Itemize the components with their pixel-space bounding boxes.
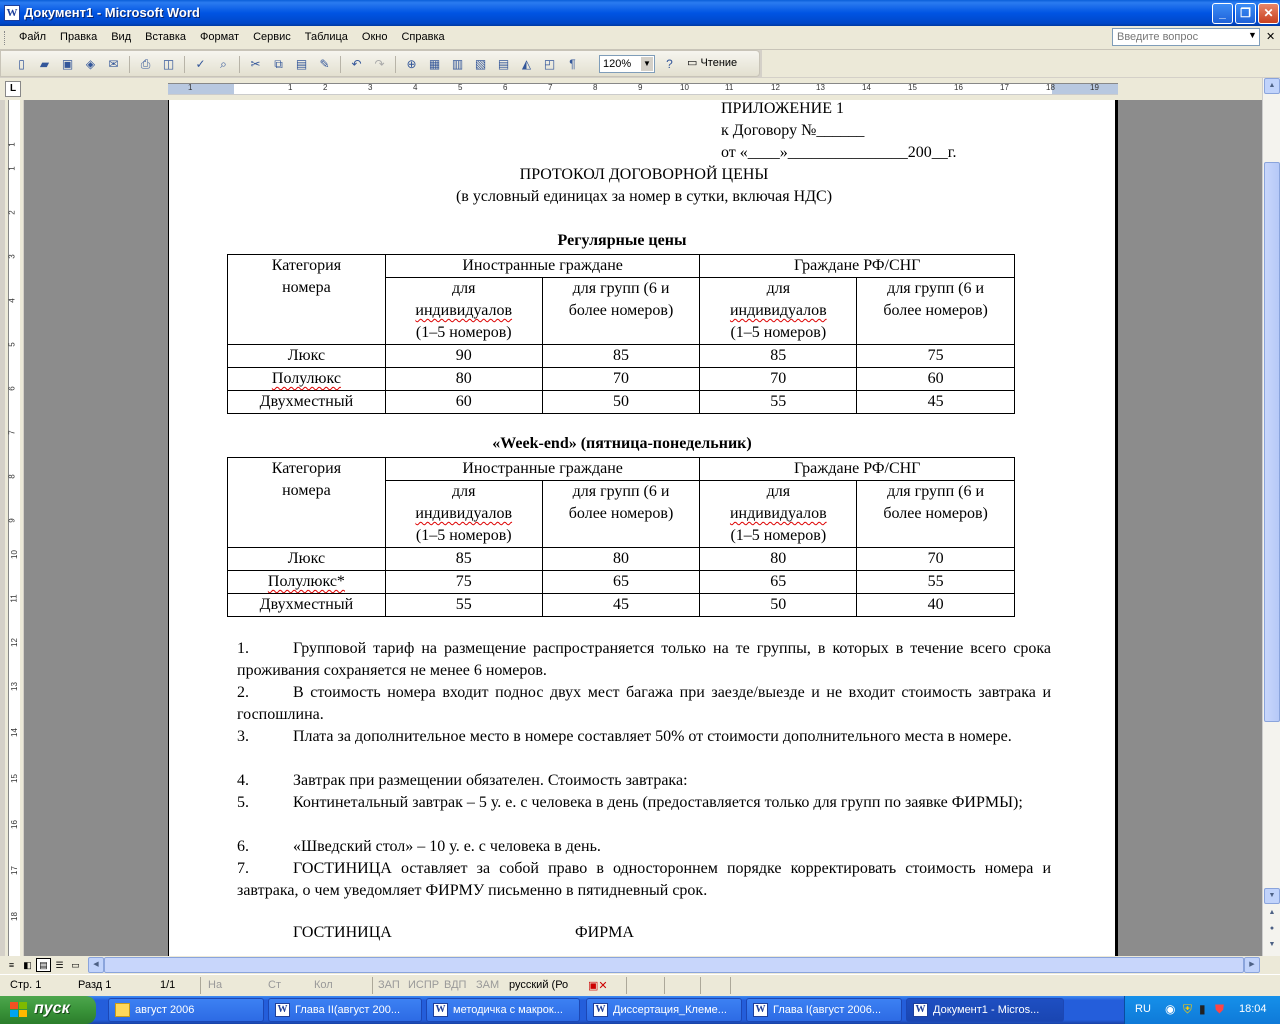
table-row bbox=[228, 368, 1015, 391]
document-map-icon[interactable]: ◰ bbox=[543, 57, 556, 71]
ruler-label: 14 bbox=[9, 728, 19, 737]
taskbar-item-label: методичка с макрок... bbox=[453, 1004, 563, 1016]
document-close-icon[interactable]: ✕ bbox=[1266, 31, 1276, 43]
horizontal-ruler-area bbox=[0, 78, 1280, 100]
ruler-label: 4 bbox=[413, 83, 418, 92]
price-cell: 90 bbox=[385, 345, 542, 368]
row-category: Двухместный bbox=[228, 391, 386, 414]
row-category: Двухместный bbox=[228, 594, 386, 617]
ruler-label: 9 bbox=[638, 83, 643, 92]
window-title: Документ1 - Microsoft Word bbox=[24, 5, 200, 20]
word-app-icon[interactable]: W bbox=[4, 5, 20, 21]
annex-line-1: ПРИЛОЖЕНИЕ 1 bbox=[721, 100, 845, 117]
table-row bbox=[228, 548, 1015, 571]
row-category: Полулюкс bbox=[228, 368, 386, 391]
ruler-label: 3 bbox=[7, 254, 17, 259]
ruler-label: 17 bbox=[1000, 83, 1009, 92]
chevron-down-icon[interactable]: ▼ bbox=[1248, 30, 1257, 40]
row-category: Люкс bbox=[228, 548, 386, 571]
ruler-label: 13 bbox=[816, 83, 825, 92]
toolbar-empty-area bbox=[762, 50, 1280, 77]
horizontal-ruler[interactable] bbox=[168, 83, 1118, 95]
help-icon[interactable]: ? bbox=[666, 57, 673, 71]
status-track[interactable]: ИСПР bbox=[408, 979, 440, 991]
permission-icon[interactable]: ◈ bbox=[85, 57, 96, 71]
ruler-label: 8 bbox=[7, 474, 17, 479]
menu-insert[interactable]: Вставка bbox=[145, 31, 187, 43]
menu-format[interactable]: Формат bbox=[200, 31, 240, 43]
ruler-label: 12 bbox=[9, 638, 19, 647]
ruler-label: 15 bbox=[9, 774, 19, 783]
annex-line-2: к Договору №______ bbox=[721, 122, 865, 139]
ruler-label: 7 bbox=[548, 83, 553, 92]
ruler-label: 11 bbox=[9, 594, 19, 603]
ruler-label: 6 bbox=[503, 83, 508, 92]
drawing-icon[interactable]: ◭ bbox=[521, 57, 532, 71]
horizontal-scroll-area bbox=[0, 956, 1280, 974]
table-row bbox=[228, 571, 1015, 594]
vertical-ruler[interactable] bbox=[8, 100, 20, 956]
header-rf: Граждане РФ/СНГ bbox=[700, 458, 1015, 481]
protocol-subtitle: (в условный единицах за номер в сутки, включая НДС) bbox=[455, 188, 833, 205]
ruler-label: 15 bbox=[908, 83, 917, 92]
status-record[interactable]: ЗАП bbox=[378, 979, 400, 991]
undo-icon[interactable]: ↶ bbox=[351, 57, 362, 71]
taskbar-item-doc[interactable] bbox=[426, 998, 580, 1022]
horizontal-scrollbar[interactable] bbox=[88, 957, 1260, 973]
ruler-label: 14 bbox=[862, 83, 871, 92]
show-formatting-icon[interactable]: ¶ bbox=[569, 57, 576, 71]
app-tray-icon[interactable]: ▮ bbox=[1199, 1002, 1206, 1016]
annex-line-3: от «____»_______________200__г. bbox=[721, 144, 957, 161]
price-cell: 55 bbox=[700, 391, 857, 414]
vertical-scrollbar[interactable] bbox=[1262, 78, 1280, 956]
spelling-icon[interactable]: ✓ bbox=[195, 57, 206, 71]
print-layout-view-icon[interactable]: ▤ bbox=[36, 958, 51, 972]
subheader-individual: для индивидуалов (1–5 номеров) bbox=[385, 278, 542, 345]
document-page[interactable] bbox=[168, 100, 1118, 956]
price-cell: 60 bbox=[385, 391, 542, 414]
subheader-individual: для индивидуалов (1–5 номеров) bbox=[700, 278, 857, 345]
word-doc-icon: W bbox=[275, 1003, 290, 1017]
maximize-button[interactable]: ❐ bbox=[1235, 3, 1256, 24]
note-item: 3. Плата за дополнительное место в номере составляет 50% от стоимости дополнительного места в номере. bbox=[237, 728, 1012, 745]
close-button[interactable]: ✕ bbox=[1258, 3, 1279, 24]
row-category: Полулюкс* bbox=[228, 571, 386, 594]
paste-icon[interactable]: ▤ bbox=[295, 57, 308, 71]
taskbar-item-label: Глава I(август 2006... bbox=[773, 1004, 882, 1016]
signature-firm: ФИРМА bbox=[575, 924, 634, 941]
tab-selector-icon[interactable]: L bbox=[5, 81, 21, 97]
normal-view-icon[interactable]: ≡ bbox=[8, 960, 15, 970]
word-doc-icon: W bbox=[753, 1003, 768, 1017]
price-cell: 80 bbox=[700, 548, 857, 571]
taskbar-item-doc[interactable] bbox=[586, 998, 742, 1022]
hyperlink-icon[interactable]: ⊕ bbox=[406, 57, 417, 71]
antivirus-icon[interactable]: ⛊ bbox=[1215, 1002, 1225, 1016]
price-cell: 50 bbox=[700, 594, 857, 617]
ruler-margin-right bbox=[1052, 84, 1118, 94]
table2-caption: «Week-end» (пятница-понедельник) bbox=[492, 435, 752, 452]
ruler-label: 1 bbox=[188, 83, 193, 92]
ruler-label: 2 bbox=[323, 83, 328, 92]
price-cell: 75 bbox=[857, 345, 1015, 368]
reading-layout-button[interactable] bbox=[687, 56, 737, 69]
browse-object-icon[interactable]: ● bbox=[1269, 925, 1275, 932]
ruler-label: 19 bbox=[1090, 83, 1099, 92]
status-page: Стр. 1 bbox=[10, 979, 42, 991]
ruler-label: 5 bbox=[7, 342, 17, 347]
zoom-value: 120% bbox=[603, 58, 632, 70]
spelling-status-icon[interactable]: ▣✕ bbox=[588, 980, 608, 992]
table1-caption: Регулярные цены bbox=[557, 232, 687, 249]
taskbar-item-label: август 2006 bbox=[135, 1004, 195, 1016]
price-cell: 80 bbox=[542, 548, 700, 571]
status-at: На bbox=[208, 979, 223, 991]
note-item: 1. Групповой тариф на размещение распространяется только на те группы, в которых в течение всего срока проживания сохраняется не менее 6 номеров. bbox=[237, 640, 1051, 679]
price-cell: 45 bbox=[542, 594, 700, 617]
note-item: 7. ГОСТИНИЦА оставляет за собой право в одностороннем порядке корректировать стоимость номера и завтрака, о чем уведомляет ФИРМУ письменно в пятидневный срок. bbox=[237, 860, 1051, 899]
menu-table[interactable]: Таблица bbox=[304, 31, 348, 43]
columns-icon[interactable]: ▤ bbox=[497, 57, 510, 71]
menu-grip[interactable] bbox=[4, 31, 7, 45]
horizontal-scroll-thumb[interactable] bbox=[104, 957, 1244, 973]
ruler-label: 11 bbox=[725, 83, 734, 92]
research-icon[interactable]: ⌕ bbox=[220, 57, 227, 71]
table-row bbox=[228, 391, 1015, 414]
new-document-icon[interactable]: ▯ bbox=[18, 57, 25, 71]
network-icon[interactable]: ◉ bbox=[1165, 1002, 1176, 1016]
ruler-label: 17 bbox=[9, 866, 19, 875]
copy-icon[interactable]: ⧉ bbox=[274, 57, 283, 71]
ruler-label: 1 bbox=[288, 83, 293, 92]
standard-toolbar bbox=[0, 50, 760, 77]
menu-view[interactable]: Вид bbox=[111, 31, 132, 43]
menu-file[interactable]: Файл bbox=[19, 31, 47, 43]
note-item: 6. «Шведский стол» – 10 у. е. с человека в день. bbox=[237, 838, 601, 855]
book-icon: ▭ bbox=[687, 57, 698, 69]
vertical-ruler-area bbox=[5, 100, 23, 956]
header-foreign: Иностранные граждане bbox=[385, 255, 700, 278]
header-foreign: Иностранные граждане bbox=[385, 458, 700, 481]
taskbar-item-label: Документ1 - Micros... bbox=[933, 1004, 1040, 1016]
folder-icon bbox=[115, 1003, 130, 1017]
price-cell: 70 bbox=[542, 368, 700, 391]
insert-table-icon[interactable]: ▥ bbox=[451, 57, 464, 71]
price-cell: 50 bbox=[542, 391, 700, 414]
ruler-label: 1 bbox=[7, 166, 17, 171]
status-extend[interactable]: ВДП bbox=[444, 979, 467, 991]
tables-borders-icon[interactable]: ▦ bbox=[428, 57, 441, 71]
cut-icon[interactable]: ✂ bbox=[250, 57, 261, 71]
subheader-individual: для индивидуалов (1–5 номеров) bbox=[700, 481, 857, 548]
price-cell: 75 bbox=[385, 571, 542, 594]
status-line: Ст bbox=[268, 979, 281, 991]
ruler-margin-left bbox=[168, 84, 234, 94]
outline-view-icon[interactable]: ☰ bbox=[55, 960, 64, 970]
chevron-down-icon[interactable]: ▼ bbox=[641, 57, 653, 71]
open-folder-icon[interactable]: ▰ bbox=[39, 57, 50, 71]
security-icon[interactable]: ⛨ bbox=[1183, 1002, 1193, 1016]
ruler-label: 18 bbox=[1046, 83, 1055, 92]
status-pages: 1/1 bbox=[160, 979, 176, 991]
word-doc-icon: W bbox=[433, 1003, 448, 1017]
header-rf: Граждане РФ/СНГ bbox=[700, 255, 1015, 278]
taskbar-item-doc[interactable] bbox=[268, 998, 422, 1022]
taskbar-item-doc[interactable] bbox=[746, 998, 902, 1022]
reading-view-icon[interactable]: ▭ bbox=[71, 960, 80, 970]
zoom-select[interactable] bbox=[599, 55, 655, 73]
note-item: 4. Завтрак при размещении обязателен. Стоимость завтрака: bbox=[237, 772, 688, 789]
ruler-label: 10 bbox=[680, 83, 689, 92]
ruler-label: 3 bbox=[368, 83, 373, 92]
price-cell: 55 bbox=[857, 571, 1015, 594]
taskbar-item-label: Глава II(август 200... bbox=[295, 1004, 401, 1016]
header-category: Категория номера bbox=[228, 255, 386, 345]
protocol-title: ПРОТОКОЛ ДОГОВОРНОЙ ЦЕНЫ bbox=[519, 166, 769, 183]
previous-page-icon[interactable]: ▲ bbox=[1268, 909, 1276, 916]
scroll-right-icon[interactable]: ▶ bbox=[1244, 957, 1260, 973]
menu-bar bbox=[0, 26, 1280, 50]
ruler-label: 10 bbox=[9, 550, 19, 559]
status-bar bbox=[0, 974, 1280, 996]
price-cell: 65 bbox=[542, 571, 700, 594]
redo-icon[interactable]: ↷ bbox=[374, 57, 385, 71]
taskbar-item-active-doc[interactable] bbox=[906, 998, 1064, 1022]
ruler-label: 5 bbox=[458, 83, 463, 92]
taskbar-item-label: Диссертация_Клеме... bbox=[613, 1004, 727, 1016]
price-cell: 55 bbox=[385, 594, 542, 617]
subheader-group: для групп (6 и более номеров) bbox=[542, 481, 700, 548]
price-cell: 40 bbox=[857, 594, 1015, 617]
ruler-label: 1 bbox=[7, 142, 17, 147]
print-preview-icon[interactable]: ◫ bbox=[162, 57, 175, 71]
price-cell: 85 bbox=[700, 345, 857, 368]
ruler-label: 12 bbox=[771, 83, 780, 92]
price-cell: 60 bbox=[857, 368, 1015, 391]
weekend-prices-table bbox=[227, 457, 1015, 617]
ruler-label: 2 bbox=[7, 210, 17, 215]
note-item: 2. В стоимость номера входит поднос двух мест багажа при заезде/выезде и не входит стоимость завтрака и госпошлина. bbox=[237, 684, 1051, 723]
status-column: Кол bbox=[314, 979, 333, 991]
ruler-label: 13 bbox=[9, 682, 19, 691]
insert-excel-icon[interactable]: ▧ bbox=[474, 57, 487, 71]
ruler-label: 9 bbox=[7, 518, 17, 523]
ruler-label: 4 bbox=[7, 298, 17, 303]
menu-tools[interactable]: Сервис bbox=[253, 31, 291, 43]
menu-help[interactable]: Справка bbox=[401, 31, 445, 43]
next-page-icon[interactable]: ▼ bbox=[1268, 941, 1276, 948]
subheader-group: для групп (6 и более номеров) bbox=[857, 278, 1015, 345]
price-cell: 65 bbox=[700, 571, 857, 594]
price-cell: 85 bbox=[385, 548, 542, 571]
format-painter-icon[interactable]: ✎ bbox=[319, 57, 330, 71]
ruler-label: 6 bbox=[7, 386, 17, 391]
price-cell: 80 bbox=[385, 368, 542, 391]
scroll-down-icon[interactable]: ▼ bbox=[1264, 888, 1280, 904]
subheader-group: для групп (6 и более номеров) bbox=[542, 278, 700, 345]
signature-hotel: ГОСТИНИЦА bbox=[293, 924, 392, 941]
language-indicator[interactable]: RU bbox=[1135, 1003, 1151, 1015]
price-cell: 70 bbox=[857, 548, 1015, 571]
word-doc-icon: W bbox=[913, 1003, 928, 1017]
document-workspace bbox=[24, 100, 1262, 956]
help-search-input[interactable]: Введите вопрос bbox=[1112, 28, 1260, 46]
web-view-icon[interactable]: ◧ bbox=[23, 960, 32, 970]
word-doc-icon: W bbox=[593, 1003, 608, 1017]
note-item: 5. Континетальный завтрак – 5 у. е. с человека в день (предоставляется только для групп по заявке ФИРМЫ); bbox=[237, 794, 1023, 811]
start-label: пуск bbox=[34, 1000, 70, 1017]
ruler-label: 18 bbox=[9, 912, 19, 921]
title-bar bbox=[0, 0, 1280, 26]
status-language[interactable]: русский (Ро bbox=[509, 979, 569, 991]
table-row bbox=[228, 594, 1015, 617]
price-cell: 70 bbox=[700, 368, 857, 391]
email-icon[interactable]: ✉ bbox=[108, 57, 119, 71]
ruler-label: 7 bbox=[7, 430, 17, 435]
save-icon[interactable]: ▣ bbox=[61, 57, 74, 71]
system-tray bbox=[1124, 996, 1280, 1024]
regular-prices-table bbox=[227, 254, 1015, 414]
menu-window[interactable]: Окно bbox=[361, 31, 388, 43]
status-overtype[interactable]: ЗАМ bbox=[476, 979, 500, 991]
print-icon[interactable]: ⎙ bbox=[140, 57, 151, 71]
subheader-individual: для индивидуалов (1–5 номеров) bbox=[385, 481, 542, 548]
subheader-group: для групп (6 и более номеров) bbox=[857, 481, 1015, 548]
taskbar bbox=[0, 996, 1280, 1024]
ruler-label: 8 bbox=[593, 83, 598, 92]
status-section: Разд 1 bbox=[78, 979, 112, 991]
menu-edit[interactable]: Правка bbox=[60, 31, 98, 43]
row-category: Люкс bbox=[228, 345, 386, 368]
taskbar-item-folder[interactable] bbox=[108, 998, 264, 1022]
clock[interactable]: 18:04 bbox=[1239, 1003, 1267, 1015]
scroll-left-icon[interactable]: ◀ bbox=[88, 957, 104, 973]
vertical-scroll-thumb[interactable] bbox=[1264, 162, 1280, 722]
price-cell: 85 bbox=[542, 345, 700, 368]
scroll-up-icon[interactable]: ▲ bbox=[1264, 78, 1280, 94]
ruler-label: 16 bbox=[9, 820, 19, 829]
price-cell: 45 bbox=[857, 391, 1015, 414]
reading-layout-label: Чтение bbox=[700, 57, 738, 69]
header-category: Категория номера bbox=[228, 458, 386, 548]
table-row bbox=[228, 345, 1015, 368]
minimize-button[interactable]: _ bbox=[1212, 3, 1233, 24]
windows-logo-icon bbox=[10, 1002, 28, 1018]
start-button[interactable] bbox=[0, 996, 96, 1024]
ruler-label: 16 bbox=[954, 83, 963, 92]
